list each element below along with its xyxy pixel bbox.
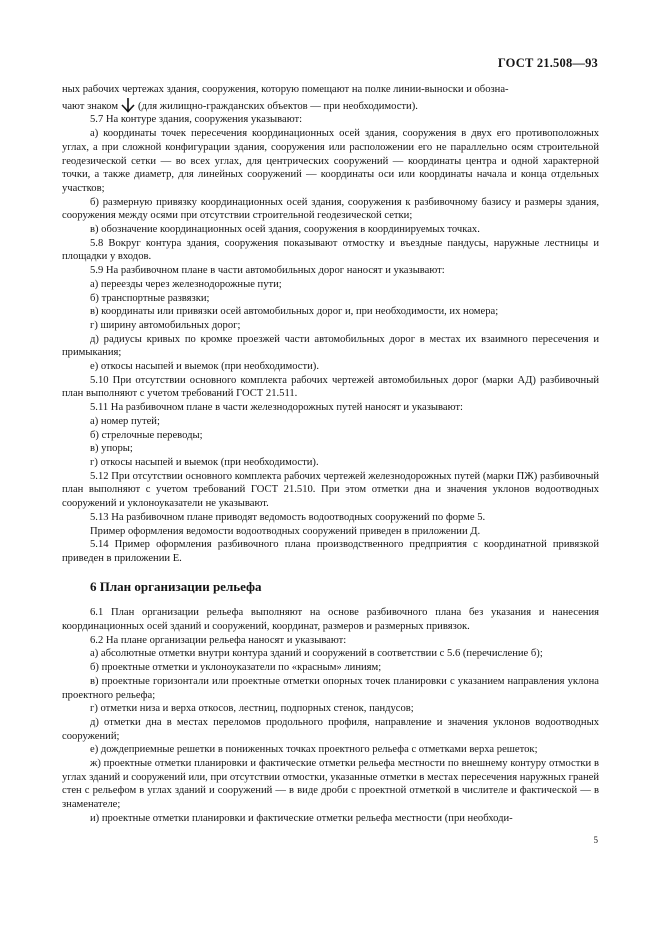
list-item-5-11-b: б) стрелочные переводы;: [90, 429, 203, 441]
list-item-6-2-i: и) проектные отметки планировки и фактические отметки рельефа местности (при необходи-: [90, 812, 513, 824]
list-item-5-7-b: б) размерную привязку координационных осей здания, сооружения к разбивочному базису и размеры здания, сооружения между осями при отсутствии строительной геодезической сетки;: [62, 196, 599, 222]
intro-text-end: (для жилищно-гражданских объектов — при необходимости).: [138, 100, 418, 112]
list-item-5-9-d: д) радиусы кривых по кромке проезжей части автомобильных дорог в местах их взаимного пересечения и примыкания;: [62, 333, 599, 359]
list-item-6-2-a: а) абсолютные отметки внутри контура зданий и сооружений в соответствии с 5.6 (перечисление б);: [90, 648, 543, 660]
clause-5-10: 5.10 При отсутствии основного комплекта рабочих чертежей автомобильных дорог (марки АД) разбивочный план выполняют с учетом требований ГОСТ 21.511.: [62, 374, 599, 400]
clause-5-7: 5.7 На контуре здания, сооружения указывают:: [90, 114, 303, 126]
list-item-5-7-v: в) обозначение координационных осей здания, сооружения в координируемых точках.: [90, 224, 480, 236]
paragraph-intro-line1: ных рабочих чертежах здания, сооружения, которую помещают на полке линии-выноски и обозна-: [62, 84, 509, 95]
list-item-5-9-e: е) откосы насыпей и выемок (при необходимости).: [90, 361, 319, 373]
list-item-5-7-a: а) координаты точек пересечения координационных осей здания, сооружения в двух его противоположных углах, а при сложной конфигурации здания, сооружения или расположении его не параллельно осям строительной геодезической сетки — во всех углах, для центрических сооружений — координаты центра и одной характерной точки, а также диаметр, для линейных сооружений — координаты оси или координаты начала и конца отдельных участков;: [62, 128, 599, 194]
list-item-5-9-a: а) переезды через железнодорожные пути;: [90, 278, 282, 290]
list-item-5-11-g: г) откосы насыпей и выемок (при необходимости).: [90, 456, 319, 468]
clause-5-13-example: Пример оформления ведомости водоотводных сооружений приведен в приложении Д.: [90, 525, 481, 537]
clause-5-12: 5.12 При отсутствии основного комплекта рабочих чертежей железнодорожных путей (марки ПЖ) разбивочный план выполняют с учетом требований ГОСТ 21.510. При этом отметки дна и значения уклонов водоотводных сооружений и уклоноуказатели не указывают.: [62, 470, 599, 510]
list-item-5-9-b: б) транспортные развязки;: [90, 292, 210, 304]
clause-5-13: 5.13 На разбивочном плане приводят ведомость водоотводных сооружений по форме 5.: [90, 511, 486, 523]
list-item-6-2-b: б) проектные отметки и уклоноуказатели по «красным» линиям;: [90, 662, 382, 674]
list-item-5-11-v: в) упоры;: [90, 443, 133, 455]
clause-5-9: 5.9 На разбивочном плане в части автомобильных дорог наносят и указывают:: [90, 265, 445, 277]
paragraph-intro-line2: [62, 97, 599, 114]
clause-6-1: 6.1 План организации рельефа выполняют на основе разбивочного плана без указания и нанесения координационных осей зданий и сооружений, координат, размеров и размерных привязок.: [62, 607, 599, 633]
intro-text-start: чают знаком: [62, 100, 119, 112]
list-item-5-9-v: в) координаты или привязки осей автомобильных дорог и, при необходимости, их номера;: [90, 306, 499, 318]
clause-5-11: 5.11 На разбивочном плане в части железнодорожных путей наносят и указывают:: [90, 402, 463, 414]
list-item-6-2-zh: ж) проектные отметки планировки и фактические отметки рельефа местности по внешнему контуру отмостки в углах зданий и сооружений или, при отсутствии отмостки, указанные отметки в местах пересечения наружных граней стен с рельефом в углах зданий и сооружений — в виде дроби с проектной отметкой в числителе и фактической — в знаменателе;: [62, 758, 599, 811]
section-title-6: 6 План организации рельефа: [90, 578, 262, 594]
clause-5-8: 5.8 Вокруг контура здания, сооружения показывают отмостку и въездные пандусы, наружные лестницы и площадки у входов.: [62, 237, 599, 263]
document-body: [62, 83, 599, 826]
list-item-6-2-g: г) отметки низа и верха откосов, лестниц, подпорных стенок, пандусов;: [90, 703, 414, 715]
arrow-down-icon: [120, 97, 136, 113]
clause-5-14: 5.14 Пример оформления разбивочного плана производственного предприятия с координатной привязкой приведен в приложении Е.: [62, 539, 599, 564]
list-item-5-9-g: г) ширину автомобильных дорог;: [90, 319, 241, 331]
list-item-6-2-e: е) дождеприемные решетки в пониженных точках проектного рельефа с отметками верха решеток;: [90, 744, 538, 756]
list-item-6-2-d: д) отметки дна в местах переломов продольного профиля, направление и значения уклонов водоотводных сооружений;: [62, 716, 599, 742]
page-number: 5: [593, 835, 598, 845]
standard-code-header: ГОСТ 21.508—93: [497, 56, 598, 70]
list-item-6-2-v: в) проектные горизонтали или проектные отметки опорных точек планировки с указанием направления уклона проектного рельефа;: [62, 675, 599, 701]
list-item-5-11-a: а) номер путей;: [90, 415, 160, 427]
clause-6-2: 6.2 На плане организации рельефа наносят и указывают:: [90, 634, 347, 646]
